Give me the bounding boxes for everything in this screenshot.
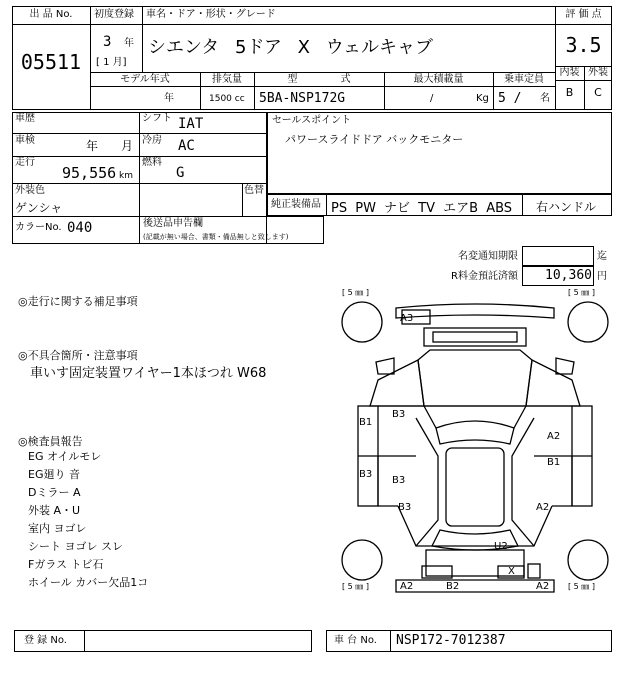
aftermarket-label: 後送品申告欄 (143, 218, 203, 229)
deadline-box (522, 246, 594, 266)
max-load-unit: Kg (476, 93, 489, 104)
report-item: Dミラー A (28, 486, 81, 499)
history-label: 車歴 (15, 113, 35, 124)
registration-no-label: 登 録 No. (24, 635, 67, 646)
color-no-value: 040 (67, 220, 93, 236)
chassis-no-label: 車 台 No. (334, 635, 377, 646)
grade-label: 評 価 点 (565, 9, 602, 20)
damage-mark: A2 (547, 431, 561, 442)
exterior-grade: C (594, 86, 602, 99)
report-item: 外装 A・U (28, 504, 81, 517)
displacement-label: 排気量 (212, 74, 242, 85)
aftermarket-note: (記載が無い場合、書類・備品無しと致します) (143, 233, 289, 241)
tire-depth-front-right: [ 5 ㎜ ] (568, 288, 595, 297)
tire-depth-rear-right: [ 5 ㎜ ] (568, 582, 595, 591)
sales-points-value: パワースライドドア バックモニター (285, 133, 464, 146)
report-item: シート ヨゴレ スレ (28, 540, 123, 553)
interior-label: 内装 (559, 67, 580, 78)
capacity-value: 5 / (498, 91, 522, 106)
color-change-label: 色替 (244, 185, 264, 196)
defect-item: 車いす固定装置ワイヤー1本ほつれ W68 (30, 366, 267, 381)
windshield (436, 421, 514, 444)
deadline-unit: 迄 (597, 251, 607, 262)
handle-value: 右ハンドル (536, 200, 597, 214)
equipment-label: 純正装備品 (271, 199, 321, 210)
damage-mark: A3 (400, 313, 414, 324)
report-item: EG オイルモレ (28, 450, 102, 463)
aircon-value: AC (178, 138, 195, 154)
first-registration-year: 3 (103, 34, 112, 50)
capacity-unit: 名 (540, 93, 550, 104)
aircon-label: 冷房 (142, 135, 162, 146)
front-bumper (396, 304, 554, 318)
shift-value: IAT (178, 116, 204, 132)
front-grille (424, 328, 526, 346)
rear-right-tire (568, 540, 608, 580)
tire-depth-front-left: [ 5 ㎜ ] (342, 288, 369, 297)
mileage-value: 95,556 (62, 164, 117, 182)
exterior-label: 外装 (588, 67, 608, 78)
report-item: Fガラス トビ石 (28, 558, 104, 571)
damage-mark: A2 (536, 581, 550, 592)
damage-mark: B3 (359, 469, 373, 480)
inspection-year-unit: 年 (86, 139, 99, 153)
first-registration-label: 初度登録 (94, 9, 134, 20)
inspection-label: 車検 (15, 135, 35, 146)
front-left-tire (342, 302, 382, 342)
sales-points-label: セールスポイント (272, 115, 352, 126)
shift-label: シフト (142, 113, 172, 124)
damage-mark: B1 (359, 417, 373, 428)
front-right-tire (568, 302, 608, 342)
lot-label: 出 品 No. (29, 9, 73, 20)
mileage-unit: km (119, 171, 133, 181)
damage-mark: B3 (392, 475, 406, 486)
defects-label: ◎不具合箇所・注意事項 (18, 349, 138, 362)
exterior-color-label: 外装色 (15, 185, 45, 196)
tire-depth-rear-left: [ 5 ㎜ ] (342, 582, 369, 591)
max-load-value: / (430, 93, 434, 104)
first-registration-month: [ 1 月] (96, 57, 127, 68)
interior-grade: B (565, 86, 574, 99)
grade-value: 3.5 (565, 33, 602, 57)
damage-mark: A2 (536, 502, 550, 513)
color-no-label: カラーNo. (15, 222, 62, 233)
car-name-label: 車名・ドア・形状・グレード (146, 9, 276, 20)
type-label: 型 式 (287, 74, 351, 85)
capacity-label: 乗車定員 (504, 74, 544, 85)
report-item: EG廻り 音 (28, 468, 80, 481)
damage-mark: B2 (446, 581, 460, 592)
car-diagram (338, 288, 612, 600)
running-notes-label: ◎走行に関する補足事項 (18, 295, 138, 308)
chassis-no-value: NSP172-7012387 (396, 633, 506, 648)
damage-mark: B1 (547, 457, 561, 468)
damage-mark: A2 (400, 581, 414, 592)
recycle-unit: 円 (597, 271, 607, 282)
max-load-label: 最大積載量 (413, 74, 464, 85)
report-item: 室内 ヨゴレ (28, 522, 87, 535)
inspection-month-unit: 月 (121, 139, 134, 153)
fuel-label: 燃料 (142, 157, 162, 168)
exterior-color-value: ゲンシャ (15, 201, 63, 215)
damage-mark: B3 (392, 409, 406, 420)
model-year-label: モデル年式 (120, 74, 170, 85)
displacement-value: 1500 cc (209, 94, 245, 104)
rear-left-tire (342, 540, 382, 580)
recycle-amount: 10,360 (545, 268, 592, 283)
lot-number: 05511 (20, 50, 82, 74)
deadline-label: 名変通知期限 (458, 251, 518, 262)
right-mirror (556, 358, 574, 374)
first-registration-year-unit: 年 (124, 38, 134, 49)
type-value: 5BA-NSP172G (259, 91, 346, 106)
damage-mark: X (508, 566, 515, 577)
hood (418, 350, 532, 406)
equipment-value: PS PW ナビ TV エアB ABS (331, 201, 513, 216)
mileage-label: 走行 (15, 157, 35, 168)
recycle-label: R料金預託済額 (451, 271, 518, 282)
car-name: シエンタ 5ドア X ウェルキャブ (148, 37, 433, 58)
damage-mark: B3 (398, 502, 412, 513)
left-mirror (376, 358, 394, 374)
roof (446, 448, 504, 526)
fuel-value: G (176, 165, 185, 181)
damage-mark: U2 (494, 541, 508, 552)
inspector-report-label: ◎検査員報告 (18, 435, 83, 448)
report-item: ホイール カバー欠品1コ (28, 576, 149, 589)
model-year-unit: 年 (164, 93, 174, 104)
rear-bumper (396, 580, 554, 592)
